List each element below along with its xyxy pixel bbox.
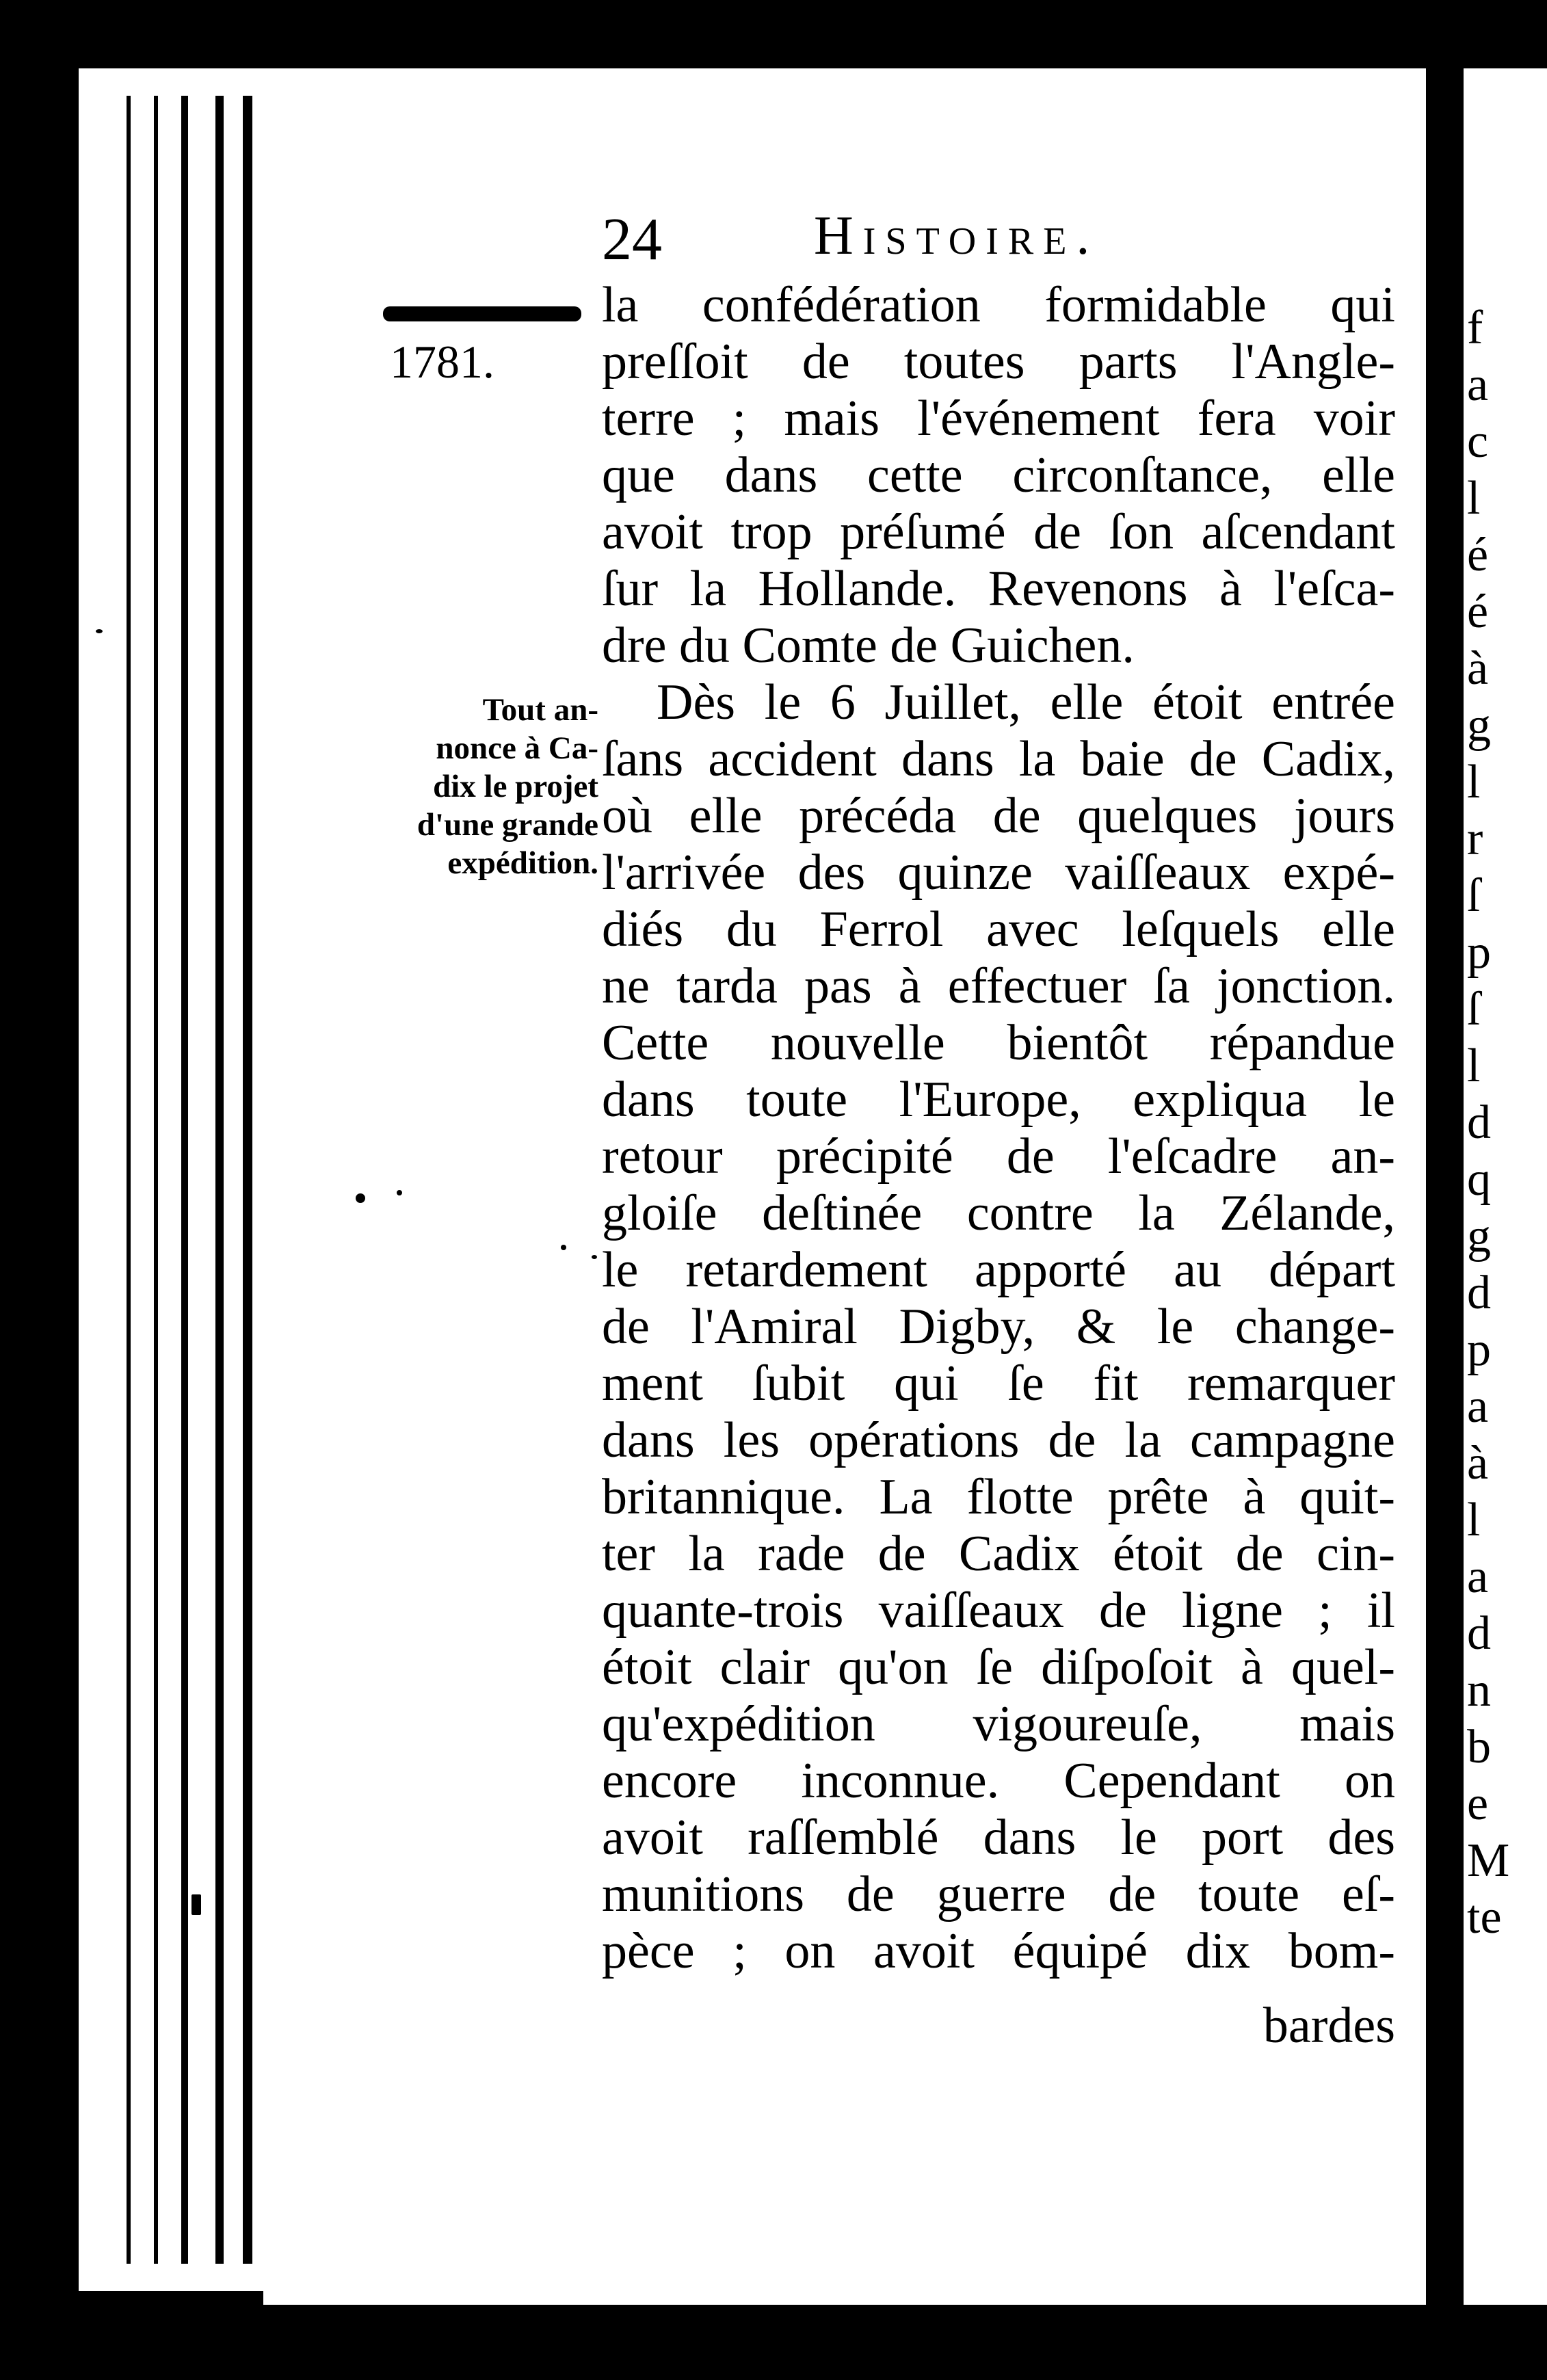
text-line <box>602 845 1395 901</box>
margin-note-line: Tout an- <box>482 692 598 728</box>
facing-page-fragment-text: l <box>1467 472 1481 525</box>
text-line <box>602 1185 1395 1242</box>
text-line-content: preſſoit de toutes parts l'Angle- <box>602 334 1395 390</box>
catchword: bardes <box>1262 1998 1395 2054</box>
ink-speck <box>356 1193 365 1203</box>
text-line-content: terre ; mais l'événement fera voir <box>602 391 1395 447</box>
text-line-content: de l'Amiral Digby, & le change- <box>602 1299 1395 1355</box>
page-edge-line <box>243 96 252 2264</box>
text-line-content: retour précipité de l'eſcadre an- <box>602 1128 1395 1185</box>
text-line <box>602 901 1395 958</box>
left-page-edges <box>79 68 263 2291</box>
text-line-content: ment ſubit qui ſe fit remarquer <box>602 1356 1395 1412</box>
text-line-content: ſur la Hollande. Revenons à l'eſca- <box>602 561 1395 617</box>
text-line <box>602 1356 1395 1412</box>
text-line <box>602 1639 1395 1696</box>
text-line-content: étoit clair qu'on ſe diſpoſoit à quel- <box>602 1639 1395 1695</box>
page-number: 24 <box>602 207 662 273</box>
ink-speck <box>561 1245 566 1250</box>
facing-page-fragment-text: a <box>1467 1550 1489 1603</box>
text-line <box>602 731 1395 788</box>
ink-speck <box>397 1190 402 1195</box>
facing-page-fragment-text: ſ <box>1467 983 1481 1035</box>
facing-page-fragment-text: te <box>1467 1891 1502 1944</box>
text-line-content: la confédération formidable qui <box>602 277 1395 333</box>
text-line <box>602 1753 1395 1810</box>
text-line <box>602 958 1395 1015</box>
text-line-content: dans les opérations de la campagne <box>602 1412 1395 1468</box>
text-line-content: encore inconnue. Cependant on <box>602 1753 1395 1809</box>
margin-year: 1781. <box>390 336 494 388</box>
text-line <box>602 674 1395 731</box>
facing-page-fragment-text: n <box>1467 1664 1491 1717</box>
margin-note-line: dix le projet <box>433 769 598 804</box>
facing-page-fragment-text: g <box>1467 699 1491 752</box>
page-edge-line <box>181 96 188 2264</box>
facing-page-fragment-text: é <box>1467 529 1489 581</box>
facing-page-fragment-text: à <box>1467 642 1489 695</box>
text-line <box>602 1242 1395 1299</box>
text-line <box>602 1072 1395 1128</box>
facing-page-fragment <box>1464 68 1547 2305</box>
page-edge-line <box>215 96 224 2264</box>
text-line-content: Dès le 6 Juillet, elle étoit entrée <box>657 674 1395 730</box>
text-line-content: que dans cette circonſtance, elle <box>602 447 1395 503</box>
facing-page-fragment-text: b <box>1467 1721 1491 1773</box>
facing-page-fragment-text: p <box>1467 926 1491 979</box>
text-line <box>602 788 1395 845</box>
facing-page-fragment-text: e <box>1467 1777 1489 1830</box>
body-text <box>602 277 1395 1980</box>
text-line <box>602 1526 1395 1583</box>
text-line <box>602 1412 1395 1469</box>
margin-note <box>380 691 598 882</box>
text-line <box>602 277 1395 334</box>
gutter-shadow <box>1426 68 1464 2305</box>
facing-page-fragment-text: ſ <box>1467 869 1481 922</box>
facing-page-fragment-text: à <box>1467 1437 1489 1490</box>
text-line <box>602 504 1395 561</box>
facing-page-fragment-text: r <box>1467 812 1483 865</box>
facing-page-fragment-text: f <box>1467 302 1483 354</box>
facing-page-fragment-text: M <box>1467 1834 1510 1887</box>
text-line <box>602 1866 1395 1923</box>
text-line <box>602 561 1395 618</box>
ink-speck <box>191 1894 201 1915</box>
facing-page-fragment-text: a <box>1467 358 1489 411</box>
facing-page-fragment-text: é <box>1467 585 1489 638</box>
text-line <box>602 1469 1395 1526</box>
text-line-content: dre du Comte de Guichen. <box>602 618 1135 674</box>
text-line <box>602 1810 1395 1866</box>
facing-page-fragment-text: a <box>1467 1380 1489 1433</box>
text-line-content: avoit raſſemblé dans le port des <box>602 1810 1395 1866</box>
text-line-content: quante-trois vaiſſeaux de ligne ; il <box>602 1583 1395 1639</box>
facing-page-fragment-text: p <box>1467 1323 1491 1376</box>
text-line-content: ne tarda pas à effectuer ſa jonction. <box>602 958 1395 1014</box>
facing-page-fragment-text: d <box>1467 1096 1491 1149</box>
facing-page-fragment-text: c <box>1467 415 1489 468</box>
section-rule <box>383 306 581 321</box>
facing-page-fragment-text: l <box>1467 1040 1481 1092</box>
text-line <box>602 447 1395 504</box>
margin-note-line: expédition. <box>447 845 598 881</box>
text-line-content: pèce ; on avoit équipé dix bom- <box>602 1923 1395 1979</box>
running-head <box>602 205 1395 280</box>
text-line <box>602 1128 1395 1185</box>
text-line <box>602 1696 1395 1753</box>
facing-page-fragment-text: l <box>1467 756 1481 808</box>
text-line <box>602 1583 1395 1639</box>
text-line-content: diés du Ferrol avec leſquels elle <box>602 901 1395 957</box>
text-line-content: où elle précéda de quelques jours <box>602 788 1395 844</box>
page-edge-line <box>154 96 158 2264</box>
page-title: Histoire. <box>814 206 1100 266</box>
text-line <box>602 618 1395 674</box>
facing-page-fragment-text: d <box>1467 1607 1491 1660</box>
text-line <box>602 1299 1395 1356</box>
text-line-content: munitions de guerre de toute eſ- <box>602 1866 1395 1922</box>
text-line <box>602 1923 1395 1980</box>
text-line <box>602 391 1395 447</box>
page-edge-line <box>127 96 131 2264</box>
text-line-content: ſans accident dans la baie de Cadix, <box>602 731 1395 787</box>
text-line-content: gloiſe deſtinée contre la Zélande, <box>602 1185 1395 1241</box>
text-line-content: qu'expédition vigoureuſe, mais <box>602 1696 1395 1752</box>
facing-page-fragment-text: d <box>1467 1267 1491 1319</box>
ink-speck <box>592 1255 597 1259</box>
facing-page-fragment-text: q <box>1467 1153 1491 1206</box>
text-line-content: ter la rade de Cadix étoit de cin- <box>602 1526 1395 1582</box>
margin-note-line: d'une grande <box>416 807 598 843</box>
facing-page-fragment-text: l <box>1467 1494 1481 1546</box>
text-line-content: Cette nouvelle bientôt répandue <box>602 1015 1395 1071</box>
text-line-content: britannique. La flotte prête à quit- <box>602 1469 1395 1525</box>
facing-page-fragment-text: g <box>1467 1210 1491 1262</box>
ink-speck <box>96 629 103 633</box>
text-line-content: dans toute l'Europe, expliqua le <box>602 1072 1395 1128</box>
text-line-content: le retardement apporté au départ <box>602 1242 1395 1298</box>
text-line <box>602 1015 1395 1072</box>
text-line-content: avoit trop préſumé de ſon aſcendant <box>602 504 1395 560</box>
margin-note-line: nonce à Ca- <box>436 730 598 766</box>
text-line <box>602 334 1395 391</box>
text-line-content: l'arrivée des quinze vaiſſeaux expé- <box>602 845 1395 901</box>
